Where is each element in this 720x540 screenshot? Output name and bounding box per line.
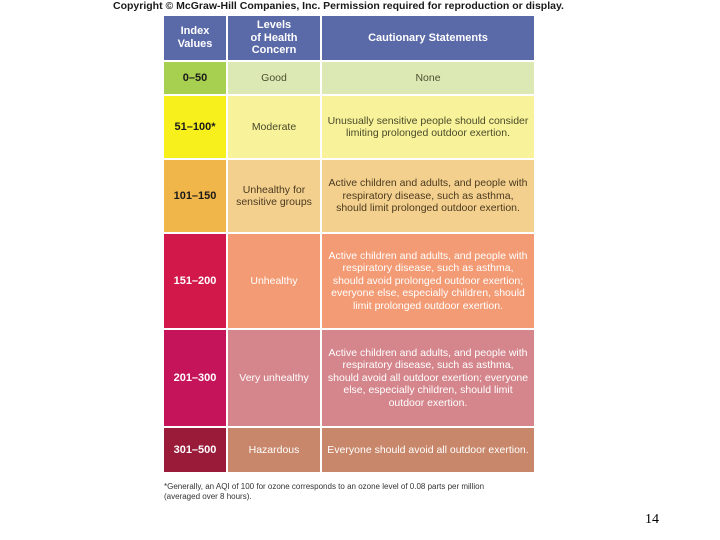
table-row bbox=[164, 160, 534, 232]
health-concern: Hazardous bbox=[228, 428, 320, 472]
cautionary-statement: Everyone should avoid all outdoor exertion. bbox=[322, 428, 534, 472]
cautionary-statement: Active children and adults, and people with respiratory disease, such as asthma, should limit prolonged outdoor exertion. bbox=[322, 160, 534, 232]
health-concern: Unhealthy for sensitive groups bbox=[228, 160, 320, 232]
cautionary-statement: Unusually sensitive people should consider limiting prolonged outdoor exertion. bbox=[322, 96, 534, 158]
health-concern: Moderate bbox=[228, 96, 320, 158]
cautionary-statement: Active children and adults, and people with respiratory disease, such as asthma, should avoid prolonged outdoor exertion; everyone else, especially children, should limit prolonged outdoor exertion. bbox=[322, 234, 534, 328]
table-row bbox=[164, 330, 534, 426]
header-levels-of-health-concern: Levels of Health Concern bbox=[228, 16, 320, 60]
health-concern: Unhealthy bbox=[228, 234, 320, 328]
index-value: 151–200 bbox=[164, 234, 226, 328]
header-cautionary-statements: Cautionary Statements bbox=[322, 16, 534, 60]
index-value: 51–100* bbox=[164, 96, 226, 158]
cautionary-statement: Active children and adults, and people with respiratory disease, such as asthma, should avoid all outdoor exertion; everyone else, especially children, should limit outdoor exertion. bbox=[322, 330, 534, 426]
index-value: 0–50 bbox=[164, 62, 226, 94]
health-concern: Very unhealthy bbox=[228, 330, 320, 426]
index-value: 101–150 bbox=[164, 160, 226, 232]
footnote: *Generally, an AQI of 100 for ozone corresponds to an ozone level of 0.08 parts per million (averaged over 8 hours). bbox=[164, 482, 485, 502]
copyright-notice: Copyright © McGraw-Hill Companies, Inc. Permission required for reproduction or display. bbox=[113, 0, 564, 12]
index-value: 301–500 bbox=[164, 428, 226, 472]
header-index-values: Index Values bbox=[164, 16, 226, 60]
index-value: 201–300 bbox=[164, 330, 226, 426]
table-row bbox=[164, 96, 534, 158]
health-concern: Good bbox=[228, 62, 320, 94]
table-row bbox=[164, 428, 534, 472]
aqi-table bbox=[164, 16, 534, 472]
table-row bbox=[164, 62, 534, 94]
table-header-row bbox=[164, 16, 534, 60]
cautionary-statement: None bbox=[322, 62, 534, 94]
page-number: 14 bbox=[645, 512, 659, 527]
table-row bbox=[164, 234, 534, 328]
